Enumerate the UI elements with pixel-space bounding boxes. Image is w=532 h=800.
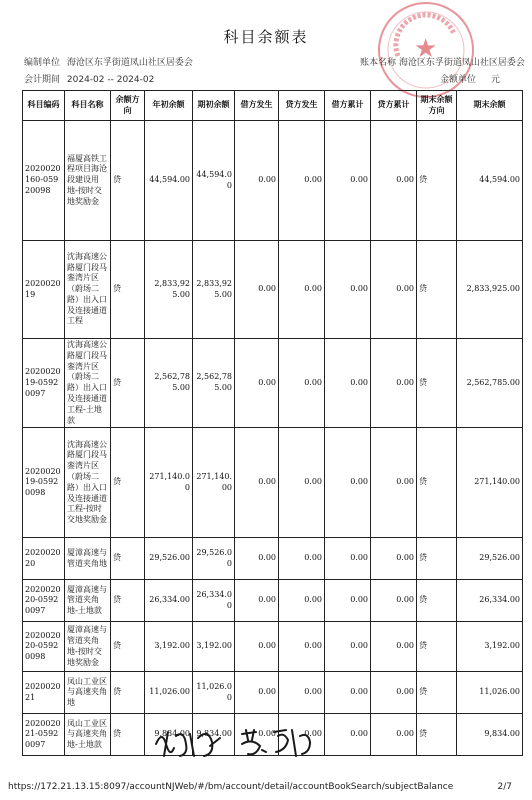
cell-subject-code: 202002020-05920097 — [23, 580, 65, 622]
cell-opening-year-balance: 9,834.00 — [145, 714, 193, 756]
subject-balance-table — [22, 90, 523, 756]
cell-credit-amount: 0.00 — [279, 672, 325, 714]
table-row — [23, 622, 523, 672]
cell-closing-direction: 贷 — [417, 121, 457, 241]
cell-closing-direction: 贷 — [417, 241, 457, 339]
cell-debit-amount: 0.00 — [235, 339, 279, 428]
page-title: 科目余额表 — [223, 28, 309, 46]
cell-debit-amount: 0.00 — [235, 121, 279, 241]
org-label: 编制单位 — [24, 58, 61, 68]
book-value: 海沧区东孚街道凤山社区居委会 — [398, 58, 525, 68]
cell-closing-direction: 贷 — [417, 428, 457, 538]
page-number: 2/7 — [497, 782, 512, 792]
cell-closing-balance: 3,192.00 — [457, 622, 523, 672]
cell-subject-name: 沈海高速公路厦门段马銮湾片区（蔚场二路）出入口及连接通道工程-土地款 — [65, 339, 111, 428]
cell-closing-direction: 贷 — [417, 339, 457, 428]
cell-subject-name: 凤山工业区与高速夹角地-土地款 — [65, 714, 111, 756]
table-body — [23, 121, 523, 756]
cell-subject-code: 202002020 — [23, 538, 65, 580]
cell-credit-amount: 0.00 — [279, 428, 325, 538]
cell-balance-direction: 贷 — [111, 339, 145, 428]
cell-balance-direction: 贷 — [111, 538, 145, 580]
cell-debit-cumulative: 0.00 — [325, 622, 371, 672]
cell-credit-cumulative: 0.00 — [371, 672, 417, 714]
cell-subject-name: 厦漳高速与管道夹角地-按时交地奖励金 — [65, 622, 111, 672]
cell-opening-year-balance: 11,026.00 — [145, 672, 193, 714]
header-opening-period-balance: 期初余额 — [193, 91, 235, 121]
header-credit-amount: 贷方发生 — [279, 91, 325, 121]
unit-info — [440, 72, 500, 85]
footer-url: https://172.21.13.15:8097/accountNJWeb/#/bm/account/detail/accountBookSearch/subjectBalance — [8, 782, 454, 792]
cell-balance-direction: 贷 — [111, 580, 145, 622]
cell-opening-year-balance: 29,526.00 — [145, 538, 193, 580]
header-debit-cumulative: 借方累计 — [325, 91, 371, 121]
cell-subject-name: 厦漳高速与管道夹角地 — [65, 538, 111, 580]
header-opening-year-balance: 年初余额 — [145, 91, 193, 121]
cell-opening-year-balance: 3,192.00 — [145, 622, 193, 672]
table-row — [23, 339, 523, 428]
cell-opening-period-balance: 2,562,785.00 — [193, 339, 235, 428]
cell-closing-direction: 贷 — [417, 538, 457, 580]
cell-credit-amount: 0.00 — [279, 622, 325, 672]
cell-subject-name: 厦漳高速与管道夹角地-土地款 — [65, 580, 111, 622]
cell-credit-amount: 0.00 — [279, 241, 325, 339]
header-debit-amount: 借方发生 — [235, 91, 279, 121]
cell-subject-code: 202002019-05920098 — [23, 428, 65, 538]
cell-debit-amount: 0.00 — [235, 538, 279, 580]
book-info — [360, 55, 525, 68]
cell-closing-balance: 44,594.00 — [457, 121, 523, 241]
cell-subject-code: 202002021 — [23, 672, 65, 714]
header-subject-code: 科目编码 — [23, 91, 65, 121]
table-row — [23, 121, 523, 241]
table-row — [23, 241, 523, 339]
cell-debit-amount: 0.00 — [235, 622, 279, 672]
period-value: 2024-02 -- 2024-02 — [66, 75, 155, 85]
cell-opening-year-balance: 26,334.00 — [145, 580, 193, 622]
cell-subject-name: 福厦高铁工程项目海沧段建设用地-按时交地奖励金 — [65, 121, 111, 241]
cell-balance-direction: 贷 — [111, 121, 145, 241]
org-value: 海沧区东孚街道凤山社区居委会 — [66, 58, 193, 68]
cell-balance-direction: 贷 — [111, 428, 145, 538]
cell-opening-period-balance: 3,192.00 — [193, 622, 235, 672]
cell-closing-direction: 贷 — [417, 672, 457, 714]
cell-debit-cumulative: 0.00 — [325, 241, 371, 339]
cell-credit-cumulative: 0.00 — [371, 622, 417, 672]
cell-closing-balance: 2,833,925.00 — [457, 241, 523, 339]
cell-subject-name: 沈海高速公路厦门段马銮湾片区（蔚场二路）出入口及连接通道工程 — [65, 241, 111, 339]
cell-balance-direction: 贷 — [111, 714, 145, 756]
table-row — [23, 538, 523, 580]
cell-credit-amount: 0.00 — [279, 580, 325, 622]
cell-closing-direction: 贷 — [417, 580, 457, 622]
handwritten-signature — [150, 722, 320, 766]
cell-subject-name: 凤山工业区与高速夹角地 — [65, 672, 111, 714]
cell-closing-balance: 9,834.00 — [457, 714, 523, 756]
cell-opening-period-balance: 26,334.00 — [193, 580, 235, 622]
cell-closing-direction: 贷 — [417, 714, 457, 756]
cell-subject-code: 202002020-05920098 — [23, 622, 65, 672]
cell-closing-direction: 贷 — [417, 622, 457, 672]
header-closing-direction: 期末余额方向 — [417, 91, 457, 121]
cell-credit-amount: 0.00 — [279, 121, 325, 241]
cell-closing-balance: 29,526.00 — [457, 538, 523, 580]
period-info — [24, 72, 154, 85]
header-closing-balance: 期末余额 — [457, 91, 523, 121]
cell-debit-cumulative: 0.00 — [325, 538, 371, 580]
cell-credit-amount: 0.00 — [279, 339, 325, 428]
cell-closing-balance: 2,562,785.00 — [457, 339, 523, 428]
cell-debit-amount: 0.00 — [235, 714, 279, 756]
cell-debit-amount: 0.00 — [235, 428, 279, 538]
cell-credit-cumulative: 0.00 — [371, 428, 417, 538]
cell-opening-period-balance: 44,594.00 — [193, 121, 235, 241]
unit-label: 金额单位 — [440, 75, 477, 85]
cell-opening-period-balance: 29,526.00 — [193, 538, 235, 580]
cell-credit-cumulative: 0.00 — [371, 538, 417, 580]
cell-subject-code: 202002021-05920097 — [23, 714, 65, 756]
cell-balance-direction: 贷 — [111, 241, 145, 339]
cell-credit-cumulative: 0.00 — [371, 241, 417, 339]
unit-value: 元 — [490, 75, 500, 85]
cell-subject-name: 沈海高速公路厦门段马銮湾片区（蔚场二路）出入口及连接通道工程-按时交地奖励金 — [65, 428, 111, 538]
table-row — [23, 428, 523, 538]
header-balance-direction: 余额方向 — [111, 91, 145, 121]
org-info — [24, 55, 193, 68]
signature-icon — [150, 722, 320, 762]
cell-debit-cumulative: 0.00 — [325, 672, 371, 714]
cell-credit-cumulative: 0.00 — [371, 121, 417, 241]
cell-closing-balance: 26,334.00 — [457, 580, 523, 622]
table-row — [23, 580, 523, 622]
book-label: 账本名称 — [360, 58, 397, 68]
period-label: 会计期间 — [24, 75, 61, 85]
cell-opening-period-balance: 11,026.00 — [193, 672, 235, 714]
cell-credit-amount: 0.00 — [279, 714, 325, 756]
cell-opening-period-balance: 9,834.00 — [193, 714, 235, 756]
header-credit-cumulative: 贷方累计 — [371, 91, 417, 121]
cell-balance-direction: 贷 — [111, 622, 145, 672]
cell-subject-code: 202002019 — [23, 241, 65, 339]
cell-debit-cumulative: 0.00 — [325, 428, 371, 538]
cell-closing-balance: 11,026.00 — [457, 672, 523, 714]
cell-debit-cumulative: 0.00 — [325, 121, 371, 241]
cell-opening-period-balance: 2,833,925.00 — [193, 241, 235, 339]
cell-debit-cumulative: 0.00 — [325, 580, 371, 622]
cell-credit-cumulative: 0.00 — [371, 714, 417, 756]
cell-opening-period-balance: 271,140.00 — [193, 428, 235, 538]
cell-balance-direction: 贷 — [111, 672, 145, 714]
seal-star-icon: ★ — [414, 34, 438, 64]
cell-credit-amount: 0.00 — [279, 538, 325, 580]
cell-closing-balance: 271,140.00 — [457, 428, 523, 538]
cell-debit-amount: 0.00 — [235, 580, 279, 622]
cell-debit-cumulative: 0.00 — [325, 339, 371, 428]
cell-credit-cumulative: 0.00 — [371, 580, 417, 622]
cell-opening-year-balance: 2,833,925.00 — [145, 241, 193, 339]
table-row — [23, 672, 523, 714]
cell-subject-code: 2020020160-05920098 — [23, 121, 65, 241]
cell-opening-year-balance: 271,140.00 — [145, 428, 193, 538]
cell-opening-year-balance: 2,562,785.00 — [145, 339, 193, 428]
header-subject-name: 科目名称 — [65, 91, 111, 121]
table-header-row — [23, 91, 523, 121]
cell-opening-year-balance: 44,594.00 — [145, 121, 193, 241]
cell-subject-code: 202002019-05920097 — [23, 339, 65, 428]
cell-debit-amount: 0.00 — [235, 241, 279, 339]
cell-credit-cumulative: 0.00 — [371, 339, 417, 428]
cell-debit-amount: 0.00 — [235, 672, 279, 714]
cell-debit-cumulative: 0.00 — [325, 714, 371, 756]
